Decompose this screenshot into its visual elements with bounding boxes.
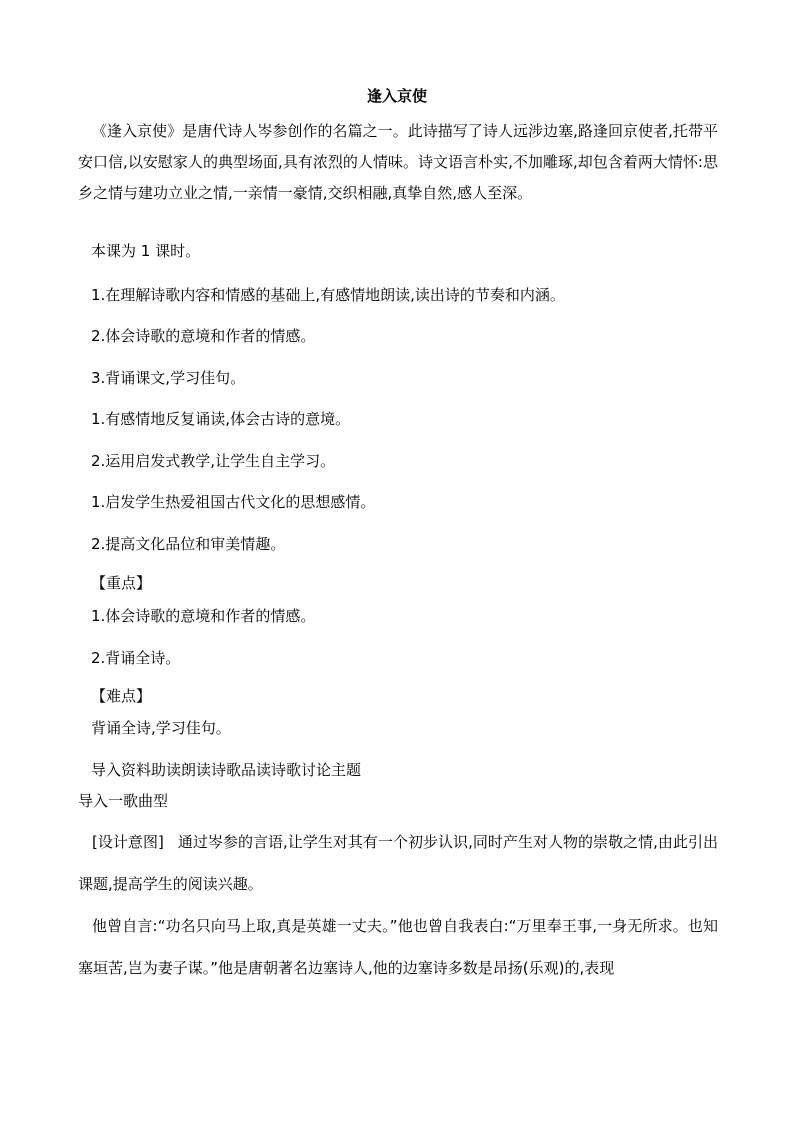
quote-paragraph: 他曾自言:“功名只向马上取,真是英雄一丈夫。”他也曾自我表白:“万里奉王事,一身无所求。也知塞垣苦,岂为妻子谋。”他是唐朝著名边塞诗人,他的边塞诗多数是昂扬(乐观)的,表现 xyxy=(78,917,718,977)
step-heading: 导入一歌曲型 xyxy=(78,792,169,810)
process-flow-text: 导入资料助读朗读诗歌品读诗歌讨论主题 xyxy=(91,761,362,779)
key-point-item: 2.背诵全诗。 xyxy=(91,649,181,667)
design-intent-text: 通过岑参的言语,让学生对其有一个初步认识,同时产生对人物的崇敬之情,由此引出课题,提高学生的阅读兴趣。 xyxy=(78,833,718,893)
difficulty-heading: 【难点】 xyxy=(91,687,152,705)
class-hours-text: 本课为 1 课时。 xyxy=(91,242,201,260)
goal-item: 2.体会诗歌的意境和作者的情感。 xyxy=(91,327,316,345)
goal-item: 1.在理解诗歌内容和情感的基础上,有感情地朗读,读出诗的节奏和内涵。 xyxy=(91,286,565,304)
key-points-heading: 【重点】 xyxy=(91,574,152,592)
document-title: 逢入京使 xyxy=(366,87,427,105)
design-intent-label: [设计意图] xyxy=(92,833,164,851)
difficulty-text: 背诵全诗,学习佳句。 xyxy=(91,719,231,737)
goal-item: 2.提高文化品位和审美情趣。 xyxy=(91,535,286,553)
design-intent-paragraph xyxy=(78,821,718,905)
goal-item: 1.有感情地反复诵读,体会古诗的意境。 xyxy=(91,410,351,428)
key-point-item: 1.体会诗歌的意境和作者的情感。 xyxy=(91,607,316,625)
intro-paragraph: 《逢入京使》是唐代诗人岑参创作的名篇之一。此诗描写了诗人远涉边塞,路逢回京使者,托带平安口信,以安慰家人的典型场面,具有浓烈的人情味。诗文语言朴实,不加雕琢,却包含着两大情怀:思乡之情与建功立业之情,一亲情一豪情,交织相融,真挚自然,感人至深。 xyxy=(78,122,718,202)
goal-item: 1.启发学生热爱祖国古代文化的思想感情。 xyxy=(91,493,376,511)
goal-item: 3.背诵课文,学习佳句。 xyxy=(91,369,246,387)
goal-item: 2.运用启发式教学,让学生自主学习。 xyxy=(91,452,336,470)
